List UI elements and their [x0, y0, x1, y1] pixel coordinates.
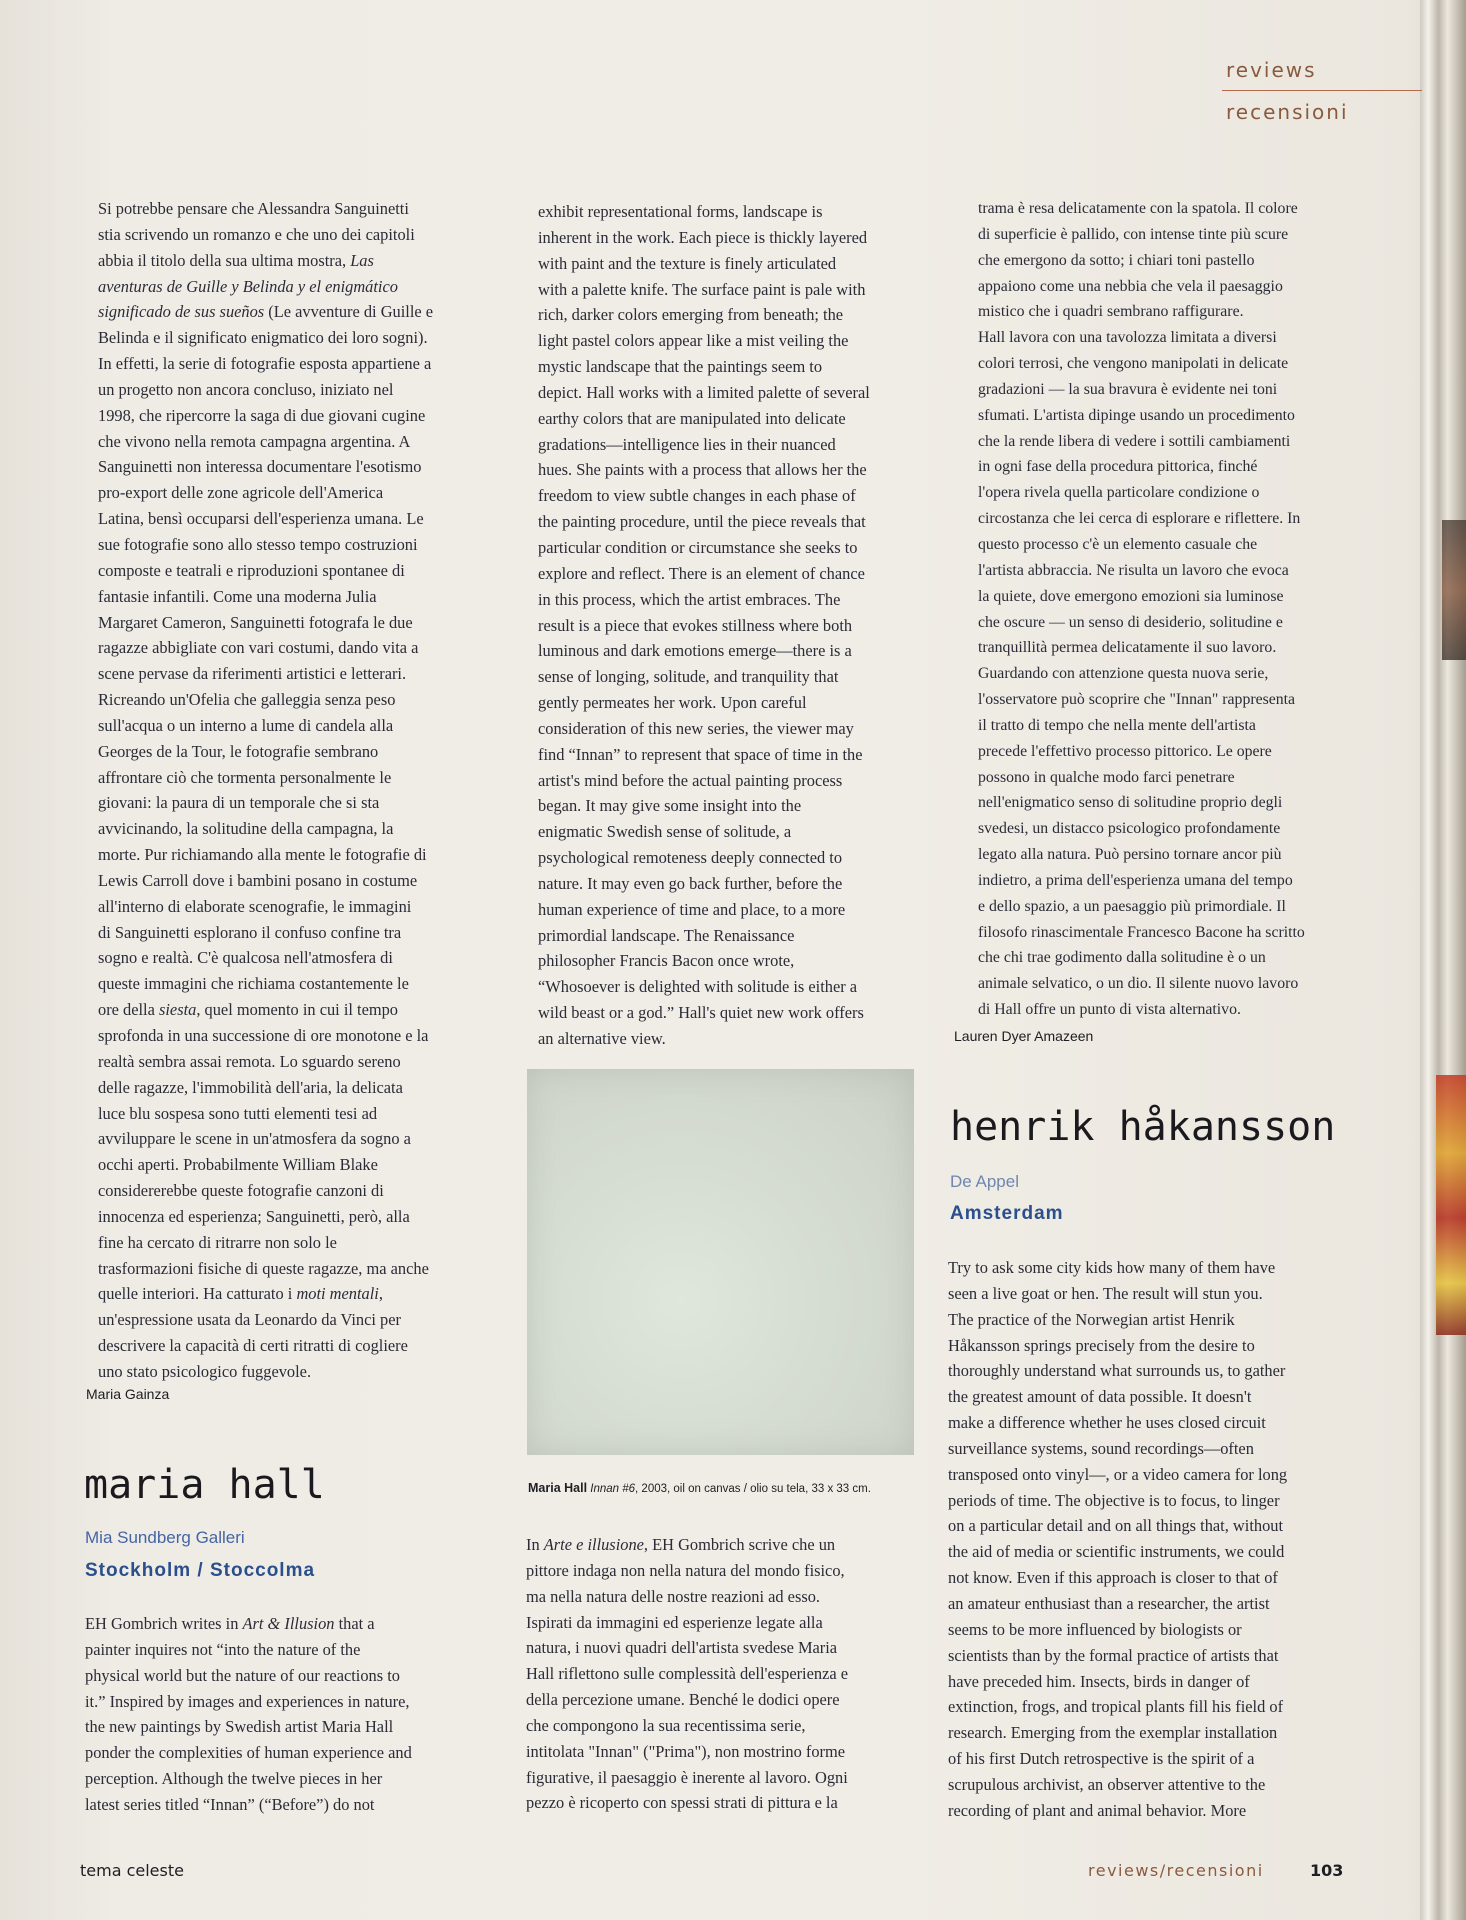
- text-line: Ispirati da immagini ed esperienze legate alla: [526, 1612, 823, 1632]
- adjacent-page-edges: [1420, 0, 1466, 1920]
- text-line: realtà sembra assai remota. Lo sguardo sereno: [98, 1051, 401, 1071]
- text-line: Guardando con attenzione questa nuova serie,: [978, 665, 1269, 683]
- text-line: e dello spazio, a un paesaggio più primordiale. Il: [978, 897, 1286, 915]
- text-line: il tratto di tempo che nella mente dell'artista: [978, 716, 1256, 734]
- text-line: filosofo rinascimentale Francesco Bacone ha scritto: [978, 923, 1305, 941]
- text-line: gently permeates her work. Upon careful: [538, 693, 807, 713]
- text-line: began. It may give some insight into the: [538, 796, 802, 816]
- text-line: sfumati. L'artista dipinge usando un procedimento: [978, 406, 1295, 424]
- text-line: particular condition or circumstance she seeks to: [538, 537, 858, 557]
- text-line: sense of longing, solitude, and tranquility that: [538, 667, 839, 687]
- text-line: the painting procedure, until the piece reveals that: [538, 512, 866, 532]
- text-line: have preceded him. Insects, birds in danger of: [948, 1671, 1250, 1691]
- text-line: avvicinando, la solitudine della campagna, la: [98, 819, 394, 839]
- hall-review-english-start: [85, 1611, 412, 1818]
- italic-title: significado de sus sueños: [98, 302, 265, 322]
- text-line: nature. It may even go back further, before the: [538, 873, 843, 893]
- text-line: Hall lavora con una tavolozza limitata a diversi: [978, 329, 1277, 347]
- caption-details: , 2003, oil on canvas / olio su tela, 33 x 33 cm.: [635, 1483, 871, 1495]
- text-line: che la rende libera di vedere i sottili cambiamenti: [978, 432, 1291, 450]
- text-line: all'interno di elaborate scenografie, le immagini: [98, 896, 412, 916]
- hall-review-italian-cont: [978, 196, 1305, 1023]
- painting-caption: [528, 1481, 871, 1495]
- italic-title: Las: [350, 250, 374, 270]
- text-line: giovani: la paura di un temporale che si sta: [98, 793, 380, 813]
- text-line: figurative, il paesaggio è inerente al lavoro. Ogni: [526, 1767, 848, 1787]
- text-line: tranquillità permea delicatamente il suo lavoro.: [978, 639, 1277, 657]
- text-line: in ogni fase della procedura pittorica, finché: [978, 458, 1258, 476]
- text-line: extinction, frogs, and tropical plants fill his field of: [948, 1697, 1284, 1717]
- author-lauren-dyer-amazeen: Lauren Dyer Amazeen: [954, 1028, 1094, 1044]
- text-line: with paint and the texture is finely articulated: [538, 253, 837, 273]
- text-line: che vivono nella remota campagna argentina. A: [98, 431, 411, 451]
- painting-image-innan-6: [527, 1069, 914, 1455]
- text-line: circostanza che lei cerca di esplorare e riflettere. In: [978, 510, 1301, 528]
- text-line: abbia il titolo della sua ultima mostra, Las: [98, 250, 374, 270]
- text-line: gradations—intelligence lies in their nuanced: [538, 434, 836, 454]
- text-line: l'osservatore può scoprire che "Innan" rappresenta: [978, 691, 1296, 709]
- text-line: che compongono la sua recentissima serie,: [526, 1715, 806, 1735]
- text-line: un'espressione usata da Leonardo da Vinci per: [98, 1310, 401, 1330]
- text-line: natura, i nuovi quadri dell'artista svedese Maria: [526, 1638, 838, 1658]
- city-amsterdam: Amsterdam: [950, 1203, 1064, 1224]
- text-line: of his first Dutch retrospective is the spirit of a: [948, 1749, 1255, 1769]
- text-line: find “Innan” to represent that space of time in the: [538, 744, 863, 764]
- text-line: thoroughly understand what surrounds us, to gather: [948, 1361, 1286, 1381]
- text-line: pro-export delle zone agricole dell'America: [98, 483, 384, 503]
- text-line: not know. Even if this approach is closer to that of: [948, 1568, 1278, 1588]
- text-line: surveillance systems, sound recordings—often: [948, 1438, 1254, 1458]
- text-line: perception. Although the twelve pieces in her: [85, 1769, 383, 1789]
- footer-magazine-name: tema celeste: [80, 1861, 184, 1880]
- text-line: the new paintings by Swedish artist Maria Hall: [85, 1717, 394, 1737]
- text-line: un progetto non ancora concluso, iniziato nel: [98, 379, 394, 399]
- text-line: philosopher Francis Bacon once wrote,: [538, 951, 795, 971]
- text-line: che chi trae godimento dalla solitudine è o un: [978, 949, 1266, 967]
- text-line: enigmatic Swedish sense of solitude, a: [538, 822, 792, 842]
- text-line: The practice of the Norwegian artist Henrik: [948, 1309, 1235, 1329]
- caption-title: Innan #6: [590, 1483, 636, 1495]
- author-maria-gainza: Maria Gainza: [86, 1386, 170, 1402]
- text-line: trasformazioni fisiche di queste ragazze, ma anche: [98, 1258, 429, 1278]
- text-line: in this process, which the artist embraces. The: [538, 589, 841, 609]
- text-line: indietro, a prima dell'esperienza umana del tempo: [978, 871, 1293, 889]
- text-line: recording of plant and animal behavior. More: [948, 1800, 1247, 1820]
- text-line: intitolata "Innan" ("Prima"), non mostrino forme: [526, 1741, 846, 1761]
- text-line: della percezione umane. Benché le dodici opere: [526, 1690, 840, 1710]
- italic-title: aventuras de Guille y Belinda y el enigmático: [98, 276, 398, 296]
- italic-title: moti mentali: [296, 1284, 379, 1304]
- text-line: EH Gombrich writes in Art & Illusion that a: [85, 1614, 375, 1633]
- adjacent-page-color-strip: [1436, 1075, 1466, 1335]
- text-line: sue fotografie sono allo stesso tempo costruzioni: [98, 534, 418, 554]
- text-line: animale selvatico, o un dio. Il silente nuovo lavoro: [978, 975, 1299, 993]
- city-stockholm: Stockholm / Stoccolma: [85, 1560, 316, 1581]
- text-line: “Whosoever is delighted with solitude is either a: [538, 977, 858, 997]
- text-line: ragazze abbigliate con vari costumi, dando vita a: [98, 638, 419, 658]
- text-line: transposed onto vinyl—, or a video camera for long: [948, 1464, 1288, 1484]
- venue-de-appel: De Appel: [950, 1172, 1019, 1191]
- text-line: considererebbe queste fotografie canzoni di: [98, 1181, 384, 1201]
- text-line: legato alla natura. Può persino tornare ancor più: [978, 846, 1282, 864]
- text-line: the aid of media or scientific instruments, we could: [948, 1542, 1285, 1562]
- sanguinetti-review-text: [98, 196, 433, 1385]
- text-line: [98, 274, 433, 300]
- text-line: make a difference whether he uses closed circuit: [948, 1413, 1266, 1433]
- text-line: uno stato psicologico fuggevole.: [98, 1361, 312, 1381]
- text-line: gradazioni — la sua bravura è evidente nei toni: [978, 380, 1278, 398]
- text-line: latest series titled “Innan” (“Before”) do not: [85, 1794, 375, 1814]
- text-line: In Arte e illusione, EH Gombrich scrive che un: [526, 1535, 836, 1554]
- text-line: on a particular detail and on all things that, without: [948, 1516, 1284, 1536]
- text-line: artist's mind before the actual painting process: [538, 770, 843, 790]
- text-line: scrupulous archivist, an observer attentive to the: [948, 1774, 1266, 1794]
- page-number: 103: [1310, 1861, 1344, 1880]
- text-line: avviluppare le scene in un'atmosfera da sogno a: [98, 1129, 411, 1149]
- text-line: human experience of time and place, to a more: [538, 899, 846, 919]
- italic-title: Art & Illusion: [242, 1614, 335, 1633]
- text-line: Belinda e il significato enigmatico dei loro sogni).: [98, 328, 428, 348]
- text-line: ore della siesta, quel momento in cui il tempo: [98, 1000, 398, 1020]
- text-line: precede l'effettivo processo pittorico. Le opere: [978, 742, 1272, 760]
- text-line: ponder the complexities of human experience and: [85, 1743, 412, 1763]
- text-line: inherent in the work. Each piece is thickly layered: [538, 227, 868, 247]
- text-line: appaiono come una nebbia che vela il paesaggio: [978, 277, 1283, 295]
- text-line: Ricreando un'Ofelia che galleggia senza peso: [98, 690, 396, 710]
- text-line: quelle interiori. Ha catturato i moti mentali,: [98, 1284, 383, 1304]
- text-line: fine ha cercato di ritrarre non solo le: [98, 1232, 337, 1252]
- text-line: Si potrebbe pensare che Alessandra Sanguinetti: [98, 199, 409, 218]
- caption-artist: Maria Hall: [528, 1481, 588, 1495]
- text-line: periods of time. The objective is to focus, to linger: [948, 1490, 1280, 1510]
- text-line: trama è resa delicatamente con la spatola. Il colore: [978, 200, 1298, 217]
- text-line: seen a live goat or hen. The result will stun you.: [948, 1283, 1263, 1303]
- text-line: seems to be more influenced by biologists or: [948, 1619, 1242, 1639]
- text-line: psychological remoteness deeply connected to: [538, 848, 843, 868]
- text-line: l'artista abbraccia. Ne risulta un lavoro che evoca: [978, 561, 1289, 579]
- text-line: hues. She paints with a process that allows her the: [538, 460, 867, 480]
- text-line: sull'acqua o un interno a lume di candela alla: [98, 715, 394, 735]
- text-line: fantasie infantili. Come una moderna Julia: [98, 586, 377, 606]
- text-line: che emergono da sotto; i chiari toni pastello: [978, 251, 1255, 269]
- text-line: l'opera rivela quella particolare condizione o: [978, 484, 1260, 502]
- text-line: affrontare ciò che tormenta personalmente le: [98, 767, 392, 787]
- text-line: earthy colors that are manipulated into delicate: [538, 408, 846, 428]
- text-line: composte e teatrali e riproduzioni spontanee di: [98, 560, 405, 580]
- text-line: mistico che i quadri sembrano raffigurare.: [978, 303, 1244, 321]
- text-line: di Sanguinetti esplorano il confuso confine tra: [98, 922, 402, 942]
- italic-title: siesta: [158, 1000, 197, 1020]
- header-divider: [1222, 90, 1422, 91]
- text-line: consideration of this new series, the viewer may: [538, 718, 854, 738]
- hakansson-review-text: [948, 1255, 1287, 1824]
- header-section-it: recensioni: [1226, 100, 1349, 124]
- text-line: nell'enigmatico senso di solitudine proprio degli: [978, 794, 1283, 812]
- text-line: physical world but the nature of our reactions to: [85, 1665, 400, 1685]
- text-line: luminous and dark emotions emerge—there is a: [538, 641, 852, 661]
- text-line: ma nella natura delle nostre reazioni ad esso.: [526, 1586, 820, 1606]
- text-line: an amateur enthusiast than a researcher, the artist: [948, 1593, 1270, 1613]
- hall-review-english-cont: [538, 199, 870, 1052]
- text-line: scientists than by the formal practice of artists that: [948, 1645, 1279, 1665]
- text-line: Georges de la Tour, le fotografie sembrano: [98, 741, 379, 761]
- text-line: pittore indaga non nella natura del mondo fisico,: [526, 1560, 845, 1580]
- text-line: primordial landscape. The Renaissance: [538, 925, 795, 945]
- text-line: rich, darker colors emerging from beneath; the: [538, 305, 844, 325]
- artist-title-maria-hall: maria hall: [84, 1462, 325, 1508]
- text-line: di Hall offre un punto di vista alternativo.: [978, 1001, 1241, 1019]
- text-line: sprofonda in una successione di ore monotone e la: [98, 1026, 429, 1045]
- adjacent-page-edge-dark: [1442, 520, 1466, 660]
- text-line: sogno e realtà. C'è qualcosa nell'atmosfera di: [98, 948, 393, 968]
- header-section-en: reviews: [1226, 58, 1317, 82]
- text-line: occhi aperti. Probabilmente William Blake: [98, 1155, 378, 1175]
- italic-title: Arte e illusione: [543, 1535, 644, 1554]
- text-line: freedom to view subtle changes in each phase of: [538, 486, 856, 506]
- text-line: mystic landscape that the paintings seem to: [538, 357, 823, 377]
- text-line: Håkansson springs precisely from the desire to: [948, 1335, 1255, 1355]
- text-line: innocenza ed esperienza; Sanguinetti, però, alla: [98, 1206, 410, 1226]
- text-line: questo processo c'è un elemento casuale che: [978, 535, 1258, 553]
- text-line: colori terrosi, che vengono manipolati in delicate: [978, 355, 1289, 373]
- hall-review-italian-start: [526, 1532, 848, 1816]
- text-line: 1998, che ripercorre la saga di due giovani cugine: [98, 405, 426, 425]
- text-line: la quiete, dove emergono emozioni sia luminose: [978, 587, 1284, 605]
- text-line: morte. Pur richiamando alla mente le fotografie di: [98, 845, 427, 865]
- text-line: delle ragazze, l'immobilità dell'aria, la delicata: [98, 1077, 403, 1097]
- text-line: Margaret Cameron, Sanguinetti fotografa le due: [98, 612, 413, 632]
- text-line: painter inquires not “into the nature of the: [85, 1639, 361, 1659]
- text-line: light pastel colors appear like a mist veiling the: [538, 331, 849, 351]
- text-line: luce blu sospesa sono tutti elementi tesi ad: [98, 1103, 378, 1123]
- text-line: Sanguinetti non interessa documentare l'esotismo: [98, 457, 422, 477]
- footer-section: reviews/recensioni: [1088, 1861, 1264, 1880]
- text-line: pezzo è ricoperto con spessi strati di pittura e la: [526, 1793, 838, 1813]
- artist-title-henrik-hakansson: henrik håkansson: [950, 1104, 1336, 1150]
- text-line: research. Emerging from the exemplar installation: [948, 1723, 1278, 1743]
- text-line: In effetti, la serie di fotografie esposta appartiene a: [98, 354, 432, 374]
- text-line: explore and reflect. There is an element of chance: [538, 563, 865, 583]
- text-line: che oscure — un senso di desiderio, solitudine e: [978, 613, 1283, 631]
- text-line: wild beast or a god.” Hall's quiet new work offers: [538, 1003, 864, 1023]
- text-line: svedesi, un distacco psicologico profondamente: [978, 820, 1281, 838]
- text-line: descrivere la capacità di certi ritratti di cogliere: [98, 1336, 408, 1356]
- text-line: Latina, bensì occuparsi dell'esperienza umana. Le: [98, 509, 424, 529]
- text-line: the greatest amount of data possible. It doesn't: [948, 1387, 1252, 1407]
- text-line: Lewis Carroll dove i bambini posano in costume: [98, 870, 418, 890]
- text-line: di superficie è pallido, con intense tinte più scure: [978, 225, 1289, 243]
- text-line: queste immagini che richiama costantemente le: [98, 974, 409, 994]
- text-line: depict. Hall works with a limited palette of several: [538, 382, 870, 402]
- text-line: possono in qualche modo farci penetrare: [978, 768, 1235, 786]
- text-line: stia scrivendo un romanzo e che uno dei capitoli: [98, 224, 415, 244]
- text-line: exhibit representational forms, landscape is: [538, 202, 823, 221]
- text-line: result is a piece that evokes stillness where both: [538, 615, 853, 635]
- text-line: scene pervase da riferimenti artistici e letterari.: [98, 664, 407, 684]
- text-line: Try to ask some city kids how many of them have: [948, 1258, 1276, 1277]
- text-line: it.” Inspired by images and experiences in nature,: [85, 1691, 410, 1711]
- text-line: with a palette knife. The surface paint is pale with: [538, 279, 866, 299]
- text-line: Hall riflettono sulle complessità dell'esperienza e: [526, 1664, 849, 1684]
- text-line: an alternative view.: [538, 1029, 666, 1048]
- venue-mia-sundberg: Mia Sundberg Galleri: [85, 1528, 245, 1547]
- text-line: significado de sus sueños (Le avventure di Guille e: [98, 302, 434, 322]
